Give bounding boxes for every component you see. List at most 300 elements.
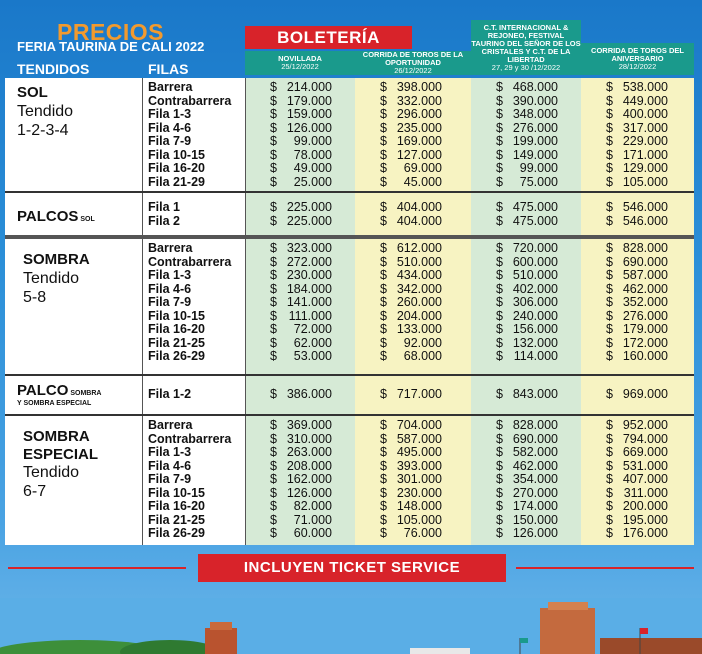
price-value: 225.000 xyxy=(286,200,332,214)
currency-symbol: $ xyxy=(496,526,503,540)
price-value: 148.000 xyxy=(396,499,442,513)
currency-symbol: $ xyxy=(380,174,387,189)
price-value: 129.000 xyxy=(622,161,668,175)
price-cell xyxy=(270,201,332,215)
section-title: SOMBRA xyxy=(23,251,90,268)
price-value: 270.000 xyxy=(512,485,558,500)
boleteria-banner: BOLETERÍA xyxy=(245,26,412,49)
currency-symbol: $ xyxy=(270,295,277,309)
currency-symbol: $ xyxy=(380,431,387,446)
section-title: PALCOS xyxy=(17,208,79,225)
price-cell xyxy=(606,460,668,474)
currency-symbol: $ xyxy=(270,213,277,228)
price-value: 612.000 xyxy=(396,241,442,255)
price-cell xyxy=(270,135,332,149)
currency-symbol: $ xyxy=(606,335,613,350)
price-row xyxy=(5,473,694,487)
price-value: 369.000 xyxy=(286,418,332,432)
price-row xyxy=(5,283,694,297)
column-title: CORRIDA DE TOROS DE LA OPORTUNIDAD xyxy=(362,50,464,67)
section-subtitle: 1-2-3-4 xyxy=(17,122,69,139)
column-date: 28/12/2022 xyxy=(618,62,657,71)
price-cell xyxy=(270,242,332,256)
price-cell xyxy=(380,514,442,528)
price-cell xyxy=(380,527,442,541)
price-row xyxy=(5,446,694,460)
currency-symbol: $ xyxy=(380,445,387,459)
price-cell xyxy=(606,433,668,447)
currency-symbol: $ xyxy=(380,485,387,500)
section-subtitle: 5-8 xyxy=(23,289,47,306)
currency-symbol: $ xyxy=(270,241,277,255)
price-value: 352.000 xyxy=(622,295,668,309)
fila-label: Fila 10-15 xyxy=(148,147,205,162)
column-header-3 xyxy=(471,20,581,75)
event-title: FERIA TAURINA DE CALI 2022 xyxy=(17,39,205,54)
price-value: 169.000 xyxy=(396,134,442,148)
price-value: 720.000 xyxy=(512,241,558,255)
price-value: 402.000 xyxy=(512,281,558,296)
fila-label: Fila 7-9 xyxy=(148,472,192,486)
price-cell xyxy=(270,296,332,310)
currency-symbol: $ xyxy=(606,387,613,401)
price-row xyxy=(5,242,694,256)
price-cell xyxy=(270,95,332,109)
price-value: 546.000 xyxy=(622,200,668,214)
currency-symbol: $ xyxy=(270,512,277,527)
currency-symbol: $ xyxy=(380,387,387,401)
price-value: 475.000 xyxy=(512,213,558,228)
price-value: 587.000 xyxy=(396,431,442,446)
price-value: 952.000 xyxy=(622,418,668,432)
price-cell xyxy=(380,201,442,215)
price-value: 301.000 xyxy=(396,472,442,486)
currency-symbol: $ xyxy=(380,213,387,228)
price-cell xyxy=(606,350,668,364)
filas-header: FILAS xyxy=(148,61,189,77)
price-value: 126.000 xyxy=(512,526,558,540)
price-value: 171.000 xyxy=(622,147,668,162)
price-value: 200.000 xyxy=(622,499,668,513)
price-cell xyxy=(270,446,332,460)
price-cell xyxy=(496,487,558,501)
price-row xyxy=(5,527,694,541)
price-row xyxy=(5,215,694,229)
currency-symbol: $ xyxy=(270,134,277,148)
currency-symbol: $ xyxy=(496,485,503,500)
section-subtitle: Tendido xyxy=(17,103,74,120)
currency-symbol: $ xyxy=(270,499,277,513)
currency-symbol: $ xyxy=(270,526,277,540)
currency-symbol: $ xyxy=(270,174,277,189)
price-cell xyxy=(606,149,668,163)
price-value: 68.000 xyxy=(403,349,442,363)
price-value: 179.000 xyxy=(286,93,332,108)
currency-symbol: $ xyxy=(270,120,277,135)
currency-symbol: $ xyxy=(496,512,503,527)
currency-symbol: $ xyxy=(496,268,503,282)
price-cell xyxy=(380,487,442,501)
price-cell xyxy=(270,487,332,501)
price-cell xyxy=(606,81,668,95)
price-value: 184.000 xyxy=(286,281,332,296)
price-cell xyxy=(380,256,442,270)
price-value: 199.000 xyxy=(512,134,558,148)
price-cell xyxy=(606,95,668,109)
price-value: 587.000 xyxy=(622,268,668,282)
currency-symbol: $ xyxy=(496,308,503,323)
price-value: 82.000 xyxy=(293,499,332,513)
price-cell xyxy=(380,242,442,256)
currency-symbol: $ xyxy=(606,161,613,175)
currency-symbol: $ xyxy=(496,213,503,228)
ticket-service-banner: INCLUYEN TICKET SERVICE xyxy=(198,554,506,582)
section-title: PALCO xyxy=(17,382,69,399)
currency-symbol: $ xyxy=(496,431,503,446)
price-cell xyxy=(380,81,442,95)
price-cell xyxy=(606,201,668,215)
section-1 xyxy=(5,78,694,191)
price-cell xyxy=(380,388,442,402)
fila-label: Fila 21-25 xyxy=(148,512,205,527)
price-row xyxy=(5,350,694,364)
section-title-line2: ESPECIAL xyxy=(23,446,99,463)
price-value: 62.000 xyxy=(293,335,332,350)
price-value: 398.000 xyxy=(396,80,442,94)
price-value: 393.000 xyxy=(396,458,442,473)
price-value: 141.000 xyxy=(286,295,332,309)
price-value: 332.000 xyxy=(396,93,442,108)
currency-symbol: $ xyxy=(270,472,277,486)
currency-symbol: $ xyxy=(270,322,277,336)
price-row xyxy=(5,514,694,528)
currency-symbol: $ xyxy=(270,107,277,121)
price-cell xyxy=(496,242,558,256)
price-value: 348.000 xyxy=(512,107,558,121)
price-cell xyxy=(606,215,668,229)
price-cell xyxy=(270,108,332,122)
price-value: 156.000 xyxy=(512,322,558,336)
fila-label: Fila 21-25 xyxy=(148,335,205,350)
currency-symbol: $ xyxy=(496,458,503,473)
currency-symbol: $ xyxy=(496,335,503,350)
price-value: 690.000 xyxy=(512,431,558,446)
price-value: 45.000 xyxy=(403,174,442,189)
fila-label: Fila 26-29 xyxy=(148,526,205,540)
price-value: 317.000 xyxy=(622,120,668,135)
currency-symbol: $ xyxy=(380,512,387,527)
currency-symbol: $ xyxy=(496,134,503,148)
price-value: 510.000 xyxy=(396,254,442,269)
price-value: 690.000 xyxy=(622,254,668,269)
price-value: 92.000 xyxy=(403,335,442,350)
currency-symbol: $ xyxy=(496,147,503,162)
price-cell xyxy=(496,95,558,109)
fila-label: Barrera xyxy=(148,418,193,432)
price-cell xyxy=(380,460,442,474)
price-value: 400.000 xyxy=(622,107,668,121)
currency-symbol: $ xyxy=(270,445,277,459)
column-header-1 xyxy=(245,51,355,75)
section-3 xyxy=(5,239,694,374)
fila-label: Contrabarrera xyxy=(148,431,232,446)
section-subtitle: Tendido xyxy=(23,464,80,481)
price-value: 225.000 xyxy=(286,213,332,228)
currency-symbol: $ xyxy=(606,472,613,486)
price-cell xyxy=(606,135,668,149)
price-cell xyxy=(380,122,442,136)
currency-symbol: $ xyxy=(606,254,613,269)
price-cell xyxy=(606,500,668,514)
price-row xyxy=(5,162,694,176)
price-value: 49.000 xyxy=(293,161,332,175)
price-row xyxy=(5,122,694,136)
price-value: 407.000 xyxy=(622,472,668,486)
column-date: 27, 29 y 30 /12/2022 xyxy=(491,62,561,72)
price-value: 240.000 xyxy=(512,308,558,323)
fila-label: Barrera xyxy=(148,241,193,255)
currency-symbol: $ xyxy=(606,418,613,432)
currency-symbol: $ xyxy=(270,418,277,432)
currency-symbol: $ xyxy=(606,322,613,336)
price-cell xyxy=(606,122,668,136)
price-cell xyxy=(606,283,668,297)
price-value: 495.000 xyxy=(396,445,442,459)
price-value: 828.000 xyxy=(622,241,668,255)
price-cell xyxy=(496,388,558,402)
currency-symbol: $ xyxy=(380,349,387,363)
price-cell xyxy=(496,473,558,487)
price-value: 434.000 xyxy=(396,268,442,282)
price-value: 386.000 xyxy=(286,387,332,401)
divider-right xyxy=(516,567,694,569)
section-title: SOMBRA xyxy=(23,428,90,445)
currency-symbol: $ xyxy=(606,295,613,309)
price-row xyxy=(5,419,694,433)
price-value: 296.000 xyxy=(396,107,442,121)
price-row xyxy=(5,296,694,310)
tendidos-header: TENDIDOS xyxy=(17,61,90,77)
currency-symbol: $ xyxy=(380,268,387,282)
price-cell xyxy=(496,81,558,95)
price-cell xyxy=(606,419,668,433)
price-cell xyxy=(380,215,442,229)
price-row xyxy=(5,149,694,163)
column-header-4 xyxy=(581,43,694,75)
price-value: 214.000 xyxy=(286,80,332,94)
currency-symbol: $ xyxy=(496,200,503,214)
price-cell xyxy=(380,473,442,487)
currency-symbol: $ xyxy=(606,308,613,323)
currency-symbol: $ xyxy=(496,445,503,459)
price-value: 172.000 xyxy=(622,335,668,350)
fila-label: Fila 2 xyxy=(148,213,180,228)
price-row xyxy=(5,269,694,283)
price-row xyxy=(5,81,694,95)
currency-symbol: $ xyxy=(270,335,277,350)
price-value: 449.000 xyxy=(622,93,668,108)
price-row xyxy=(5,388,694,402)
currency-symbol: $ xyxy=(496,120,503,135)
section-title: SOL xyxy=(17,84,48,101)
section-subtitle: 6-7 xyxy=(23,483,47,500)
price-cell xyxy=(270,162,332,176)
currency-symbol: $ xyxy=(270,80,277,94)
fila-label: Fila 4-6 xyxy=(148,281,192,296)
currency-symbol: $ xyxy=(606,485,613,500)
price-cell xyxy=(270,176,332,190)
price-cell xyxy=(496,135,558,149)
price-value: 669.000 xyxy=(622,445,668,459)
currency-symbol: $ xyxy=(270,254,277,269)
price-cell xyxy=(270,473,332,487)
price-value: 354.000 xyxy=(512,472,558,486)
column-date: 25/12/2022 xyxy=(281,62,319,71)
price-value: 133.000 xyxy=(396,322,442,336)
price-table xyxy=(5,78,694,545)
price-cell xyxy=(380,283,442,297)
section-5 xyxy=(5,416,694,545)
currency-symbol: $ xyxy=(380,107,387,121)
precios-title: PRECIOS xyxy=(57,19,165,45)
price-cell xyxy=(496,283,558,297)
price-row xyxy=(5,323,694,337)
column-title: CORRIDA DE TOROS DEL ANIVERSARIO xyxy=(591,46,684,63)
fila-label: Fila 1-3 xyxy=(148,268,192,282)
currency-symbol: $ xyxy=(606,281,613,296)
currency-symbol: $ xyxy=(496,107,503,121)
currency-symbol: $ xyxy=(496,254,503,269)
price-value: 105.000 xyxy=(622,174,668,189)
price-cell xyxy=(496,149,558,163)
price-row xyxy=(5,135,694,149)
price-row xyxy=(5,337,694,351)
price-value: 311.000 xyxy=(623,485,668,500)
price-value: 229.000 xyxy=(622,134,668,148)
price-value: 582.000 xyxy=(512,445,558,459)
price-value: 76.000 xyxy=(403,526,442,540)
price-cell xyxy=(496,323,558,337)
price-value: 717.000 xyxy=(396,387,442,401)
price-cell xyxy=(380,108,442,122)
fila-label: Fila 7-9 xyxy=(148,134,192,148)
price-cell xyxy=(496,296,558,310)
price-value: 230.000 xyxy=(396,485,442,500)
price-cell xyxy=(606,296,668,310)
currency-symbol: $ xyxy=(606,241,613,255)
price-value: 230.000 xyxy=(286,268,332,282)
price-value: 538.000 xyxy=(622,80,668,94)
currency-symbol: $ xyxy=(380,472,387,486)
price-cell xyxy=(270,323,332,337)
price-cell xyxy=(380,95,442,109)
currency-symbol: $ xyxy=(270,200,277,214)
price-cell xyxy=(270,337,332,351)
currency-symbol: $ xyxy=(270,485,277,500)
price-cell xyxy=(606,473,668,487)
price-value: 600.000 xyxy=(512,254,558,269)
currency-symbol: $ xyxy=(496,499,503,513)
currency-symbol: $ xyxy=(380,254,387,269)
fila-label: Fila 4-6 xyxy=(148,120,192,135)
price-value: 99.000 xyxy=(519,161,558,175)
price-cell xyxy=(380,433,442,447)
price-cell xyxy=(496,514,558,528)
fila-label: Fila 1 xyxy=(148,200,180,214)
price-value: 204.000 xyxy=(396,308,442,323)
fila-label: Fila 21-29 xyxy=(148,174,205,189)
price-value: 462.000 xyxy=(512,458,558,473)
currency-symbol: $ xyxy=(380,295,387,309)
price-value: 263.000 xyxy=(286,445,332,459)
price-value: 969.000 xyxy=(622,387,668,401)
section-title-small: SOL xyxy=(78,216,95,223)
price-value: 404.000 xyxy=(396,200,442,214)
currency-symbol: $ xyxy=(380,281,387,296)
price-cell xyxy=(606,108,668,122)
currency-symbol: $ xyxy=(270,268,277,282)
price-cell xyxy=(380,337,442,351)
price-value: 132.000 xyxy=(512,335,558,350)
price-cell xyxy=(270,122,332,136)
currency-symbol: $ xyxy=(496,349,503,363)
fila-label: Fila 16-20 xyxy=(148,161,205,175)
price-value: 794.000 xyxy=(622,431,668,446)
fila-label: Fila 26-29 xyxy=(148,349,205,363)
currency-symbol: $ xyxy=(380,308,387,323)
price-cell xyxy=(270,350,332,364)
currency-symbol: $ xyxy=(496,93,503,108)
currency-symbol: $ xyxy=(606,134,613,148)
price-cell xyxy=(496,337,558,351)
price-cell xyxy=(606,487,668,501)
price-cell xyxy=(606,162,668,176)
price-cell xyxy=(496,460,558,474)
section-4 xyxy=(5,376,694,414)
price-cell xyxy=(270,500,332,514)
currency-symbol: $ xyxy=(380,147,387,162)
price-cell xyxy=(270,256,332,270)
currency-symbol: $ xyxy=(380,322,387,336)
fila-label: Fila 16-20 xyxy=(148,322,205,336)
price-value: 342.000 xyxy=(396,281,442,296)
price-row xyxy=(5,95,694,109)
currency-symbol: $ xyxy=(270,387,277,401)
column-title: C.T. INTERNACIONAL & REJONEO, FESTIVAL TAURINO DEL SEÑOR DE LOS CRISTALES Y C.T. DE LA LIBERTAD xyxy=(471,22,581,64)
price-value: 60.000 xyxy=(293,526,332,540)
price-value: 69.000 xyxy=(403,161,442,175)
currency-symbol: $ xyxy=(606,499,613,513)
currency-symbol: $ xyxy=(606,93,613,108)
price-value: 306.000 xyxy=(512,295,558,309)
currency-symbol: $ xyxy=(270,93,277,108)
fila-label: Fila 16-20 xyxy=(148,499,205,513)
price-value: 310.000 xyxy=(286,431,332,446)
price-cell xyxy=(606,514,668,528)
currency-symbol: $ xyxy=(270,147,277,162)
fila-label: Fila 1-3 xyxy=(148,107,192,121)
fila-label: Contrabarrera xyxy=(148,254,232,269)
fila-label: Fila 10-15 xyxy=(148,485,205,500)
fila-label: Barrera xyxy=(148,80,193,94)
currency-symbol: $ xyxy=(270,458,277,473)
price-cell xyxy=(380,135,442,149)
divider-left xyxy=(8,567,186,569)
price-value: 260.000 xyxy=(396,295,442,309)
price-cell xyxy=(380,310,442,324)
price-value: 162.000 xyxy=(286,472,332,486)
price-value: 159.000 xyxy=(286,107,332,121)
